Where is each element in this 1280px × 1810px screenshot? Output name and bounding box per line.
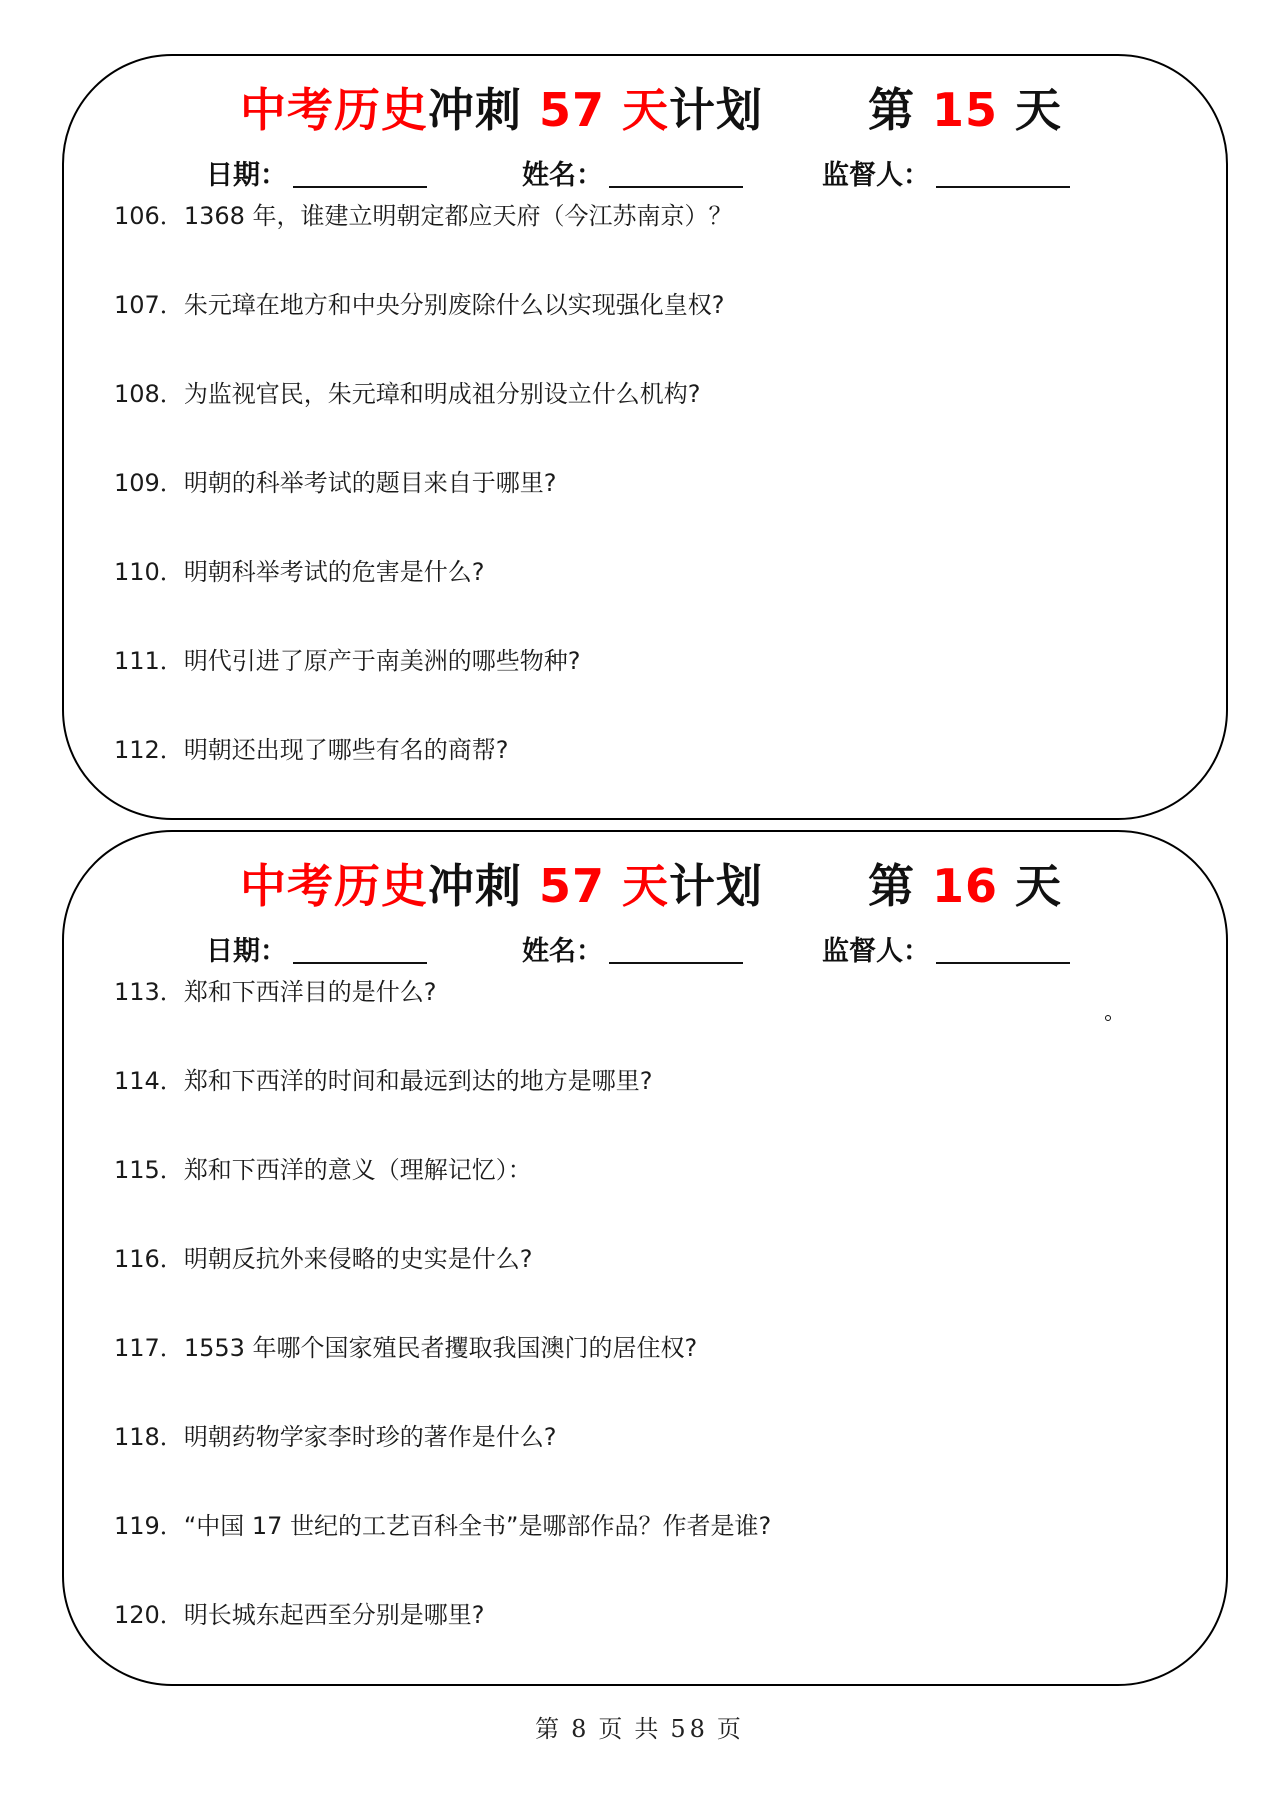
question-item (114, 198, 1186, 287)
day-number: 16 (932, 859, 999, 913)
day-suffix: 天 (998, 83, 1063, 137)
date-blank[interactable] (293, 932, 427, 964)
supervisor-label: 监督人： (822, 160, 930, 191)
question-number: 108． (114, 380, 184, 408)
name-field[interactable] (522, 932, 743, 972)
title-part-subject: 中考历史 (240, 83, 428, 137)
question-number: 115． (114, 1156, 184, 1184)
title-part-subject: 中考历史 (240, 859, 428, 913)
question-text: 郑和下西洋目的是什么? (183, 978, 437, 1006)
question-item (114, 554, 1186, 643)
title-part-sprint: 冲刺 (428, 83, 540, 137)
question-item (114, 1330, 1186, 1419)
question-item (114, 376, 1186, 465)
question-number: 113． (114, 978, 184, 1006)
footer-ye-2: 页 (716, 1715, 745, 1743)
question-item (114, 974, 1186, 1063)
day-prefix: 第 (868, 859, 933, 913)
date-label: 日期： (206, 936, 287, 967)
question-text: 明长城东起西至分别是哪里? (183, 1601, 485, 1629)
question-number: 117． (114, 1334, 184, 1362)
footer-ye: 页 (598, 1715, 627, 1743)
title-row (64, 854, 1226, 918)
question-number: 116． (114, 1245, 184, 1273)
supervisor-label: 监督人： (822, 936, 930, 967)
question-text: 1553 年哪个国家殖民者攫取我国澳门的居住权? (183, 1334, 698, 1362)
supervisor-field[interactable] (822, 156, 1070, 196)
question-number: 111． (114, 647, 184, 675)
name-blank[interactable] (609, 932, 743, 964)
footer-page-number: 8 (571, 1715, 591, 1743)
question-text: 明代引进了原产于南美洲的哪些物种? (183, 647, 581, 675)
date-field[interactable] (206, 156, 427, 196)
question-number: 109． (114, 469, 184, 497)
question-text: “中国 17 世纪的工艺百科全书”是哪部作品？作者是谁? (183, 1512, 772, 1540)
question-number: 107． (114, 291, 184, 319)
fields-row (64, 156, 1226, 196)
date-label: 日期： (206, 160, 287, 191)
question-text: 朱元璋在地方和中央分别废除什么以实现强化皇权? (183, 291, 725, 319)
day-label (868, 854, 1062, 918)
footer-di: 第 (535, 1715, 564, 1743)
title-part-days: 57 天 (539, 83, 670, 137)
plan-title (240, 854, 763, 918)
stray-period-mark (1105, 1015, 1111, 1021)
footer-gong: 共 (634, 1715, 663, 1743)
fields-row (64, 932, 1226, 972)
question-number: 120． (114, 1601, 184, 1629)
title-part-plan: 计划 (669, 859, 764, 913)
question-item (114, 287, 1186, 376)
footer-total-pages: 58 (670, 1715, 709, 1743)
question-item (114, 643, 1186, 732)
question-list (114, 198, 1186, 821)
question-item (114, 1508, 1186, 1597)
date-blank[interactable] (293, 156, 427, 188)
name-field[interactable] (522, 156, 743, 196)
question-item (114, 1063, 1186, 1152)
day-number: 15 (932, 83, 999, 137)
page-footer (0, 1713, 1280, 1745)
question-text: 明朝的科举考试的题目来自于哪里? (183, 469, 557, 497)
question-item (114, 732, 1186, 821)
question-text: 为监视官民，朱元璋和明成祖分别设立什么机构? (183, 380, 701, 408)
name-blank[interactable] (609, 156, 743, 188)
question-text: 郑和下西洋的意义（理解记忆）： (183, 1156, 532, 1184)
question-number: 118． (114, 1423, 184, 1451)
question-item (114, 465, 1186, 554)
day-16-card (62, 830, 1228, 1686)
question-list (114, 974, 1186, 1686)
question-number: 112． (114, 736, 184, 764)
question-text: 明朝反抗外来侵略的史实是什么? (183, 1245, 533, 1273)
question-text: 1368 年，谁建立明朝定都应天府（今江苏南京）？ (183, 202, 733, 230)
question-text: 明朝科举考试的危害是什么? (183, 558, 485, 586)
date-field[interactable] (206, 932, 427, 972)
question-item (114, 1241, 1186, 1330)
plan-title (240, 78, 763, 142)
supervisor-blank[interactable] (936, 156, 1070, 188)
title-part-days: 57 天 (539, 859, 670, 913)
name-label: 姓名： (522, 936, 603, 967)
name-label: 姓名： (522, 160, 603, 191)
title-part-plan: 计划 (669, 83, 764, 137)
question-item (114, 1152, 1186, 1241)
question-text: 明朝药物学家李时珍的著作是什么? (183, 1423, 557, 1451)
day-15-card (62, 54, 1228, 820)
question-item (114, 1419, 1186, 1508)
supervisor-field[interactable] (822, 932, 1070, 972)
title-part-sprint: 冲刺 (428, 859, 540, 913)
question-text: 明朝还出现了哪些有名的商帮? (183, 736, 509, 764)
question-text: 郑和下西洋的时间和最远到达的地方是哪里? (183, 1067, 653, 1095)
question-number: 119． (114, 1512, 184, 1540)
day-prefix: 第 (868, 83, 933, 137)
day-suffix: 天 (998, 859, 1063, 913)
title-row (64, 78, 1226, 142)
question-item (114, 1597, 1186, 1686)
question-number: 114． (114, 1067, 184, 1095)
supervisor-blank[interactable] (936, 932, 1070, 964)
question-number: 110． (114, 558, 184, 586)
day-label (868, 78, 1062, 142)
question-number: 106． (114, 202, 184, 230)
